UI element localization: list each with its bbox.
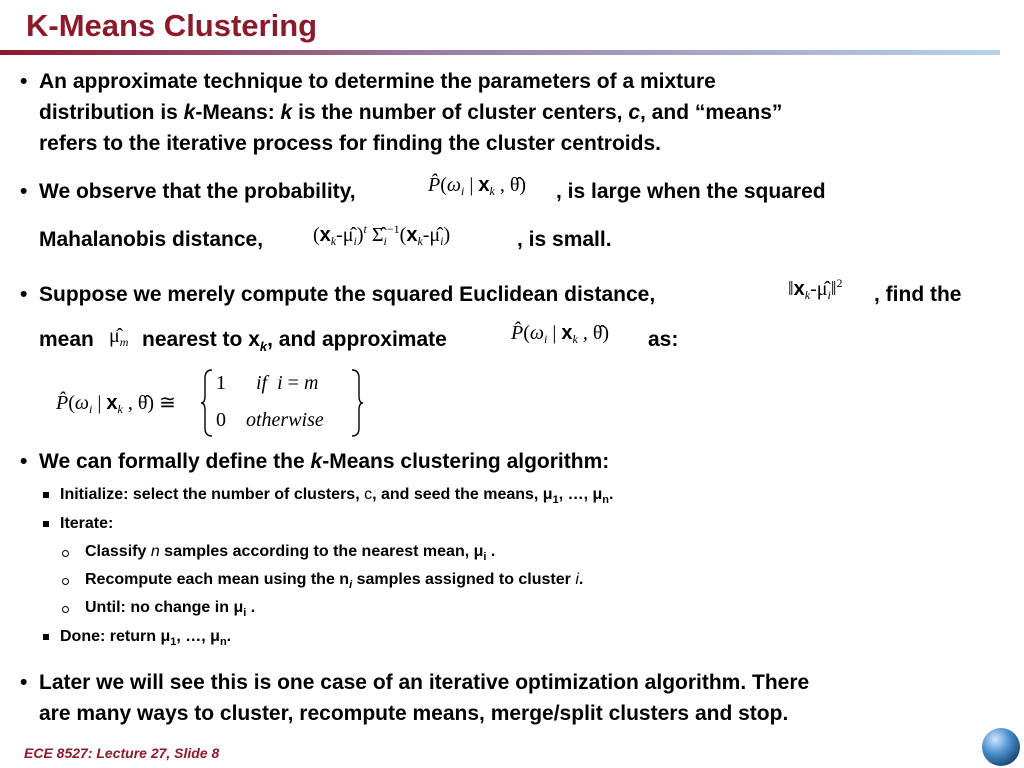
bullet-marker: • — [20, 180, 28, 203]
step-recompute: Recompute each mean using the $n_i$ samples assigned to cluster i. — [85, 571, 584, 592]
bullet-marker: • — [20, 450, 28, 473]
slide-footer: ECE 8527: Lecture 27, Slide 8 — [24, 745, 220, 761]
bullet-2-line-1a: We observe that the probability, — [39, 180, 356, 203]
step-initialize: Initialize: select the number of clusters, c, and seed the means, $\mu_1$, …, $\mu_n$. — [60, 486, 614, 507]
bullet-1-line-1: An approximate technique to determine the parameters of a mixture — [39, 70, 716, 93]
mean-m-symbol: $\mû_m$ — [109, 325, 129, 349]
square-bullet — [43, 492, 49, 498]
circle-bullet — [62, 606, 69, 613]
bullet-3-line-1a: Suppose we merely compute the squared Euclidean distance, — [39, 283, 656, 306]
bullet-3-line-2d: as: — [648, 328, 679, 351]
euclidean-equation: $‖x_k-\mû_i‖^2$ — [788, 276, 843, 302]
square-bullet — [43, 521, 49, 527]
bullet-marker: • — [20, 70, 28, 93]
approximation-equation: $P̂(\omega_i$ | $x_k$ , θ̂) ≅ — [56, 392, 176, 416]
posterior-equation: $P̂(\omega_i$ | $x_k$ , θ̂) — [428, 174, 527, 198]
bullet-3-line-1b: , find the — [874, 283, 962, 306]
posterior-equation-2: $P̂(\omega_i$ | $x_k$ , θ̂) — [511, 322, 610, 346]
bullet-marker: • — [20, 671, 28, 694]
step-classify: Classify n samples according to the nearest mean, $\mu_i$ . — [85, 543, 496, 564]
slide-title: K-Means Clustering — [26, 8, 318, 43]
bullet-4-line: We can formally define the k-Means clustering algorithm: — [39, 450, 610, 473]
left-brace-icon — [200, 368, 214, 438]
mahalanobis-equation: $(x_k-\mû_i)^t$ $\Sigmâ_i^{-1}(x_k-\mû_i)$ — [313, 222, 451, 248]
bullet-2-line-2a: Mahalanobis distance, — [39, 228, 264, 251]
bullet-2-line-1b: , is large when the squared — [556, 180, 826, 203]
bullet-1-line-2: distribution is k-Means: k is the number of cluster centers, c, and “means” — [39, 101, 783, 124]
circle-bullet — [62, 578, 69, 585]
globe-logo-icon — [982, 728, 1020, 766]
bullet-3-line-2a: mean — [39, 328, 94, 351]
bullet-5-line-2: are many ways to cluster, recompute means, merge/split clusters and stop. — [39, 702, 789, 725]
bullet-marker: • — [20, 283, 28, 306]
case-one: 1 if i = m — [216, 372, 319, 394]
circle-bullet — [62, 550, 69, 557]
right-brace-icon — [350, 368, 364, 438]
bullet-1-line-3: refers to the iterative process for finding the cluster centroids. — [39, 132, 661, 155]
step-iterate: Iterate: — [60, 515, 114, 532]
bullet-5-line-1: Later we will see this is one case of an iterative optimization algorithm. There — [39, 671, 810, 694]
step-until: Until: no change in $\mu_i$ . — [85, 599, 256, 620]
bullet-2-line-2b: , is small. — [517, 228, 612, 251]
bullet-3-line-2b: nearest to $x_k$, and approximate — [142, 328, 447, 355]
case-two: 0 otherwise — [216, 409, 324, 431]
square-bullet — [43, 634, 49, 640]
step-done: Done: return $\mu_1$, …, $\mu_n$. — [60, 628, 232, 649]
